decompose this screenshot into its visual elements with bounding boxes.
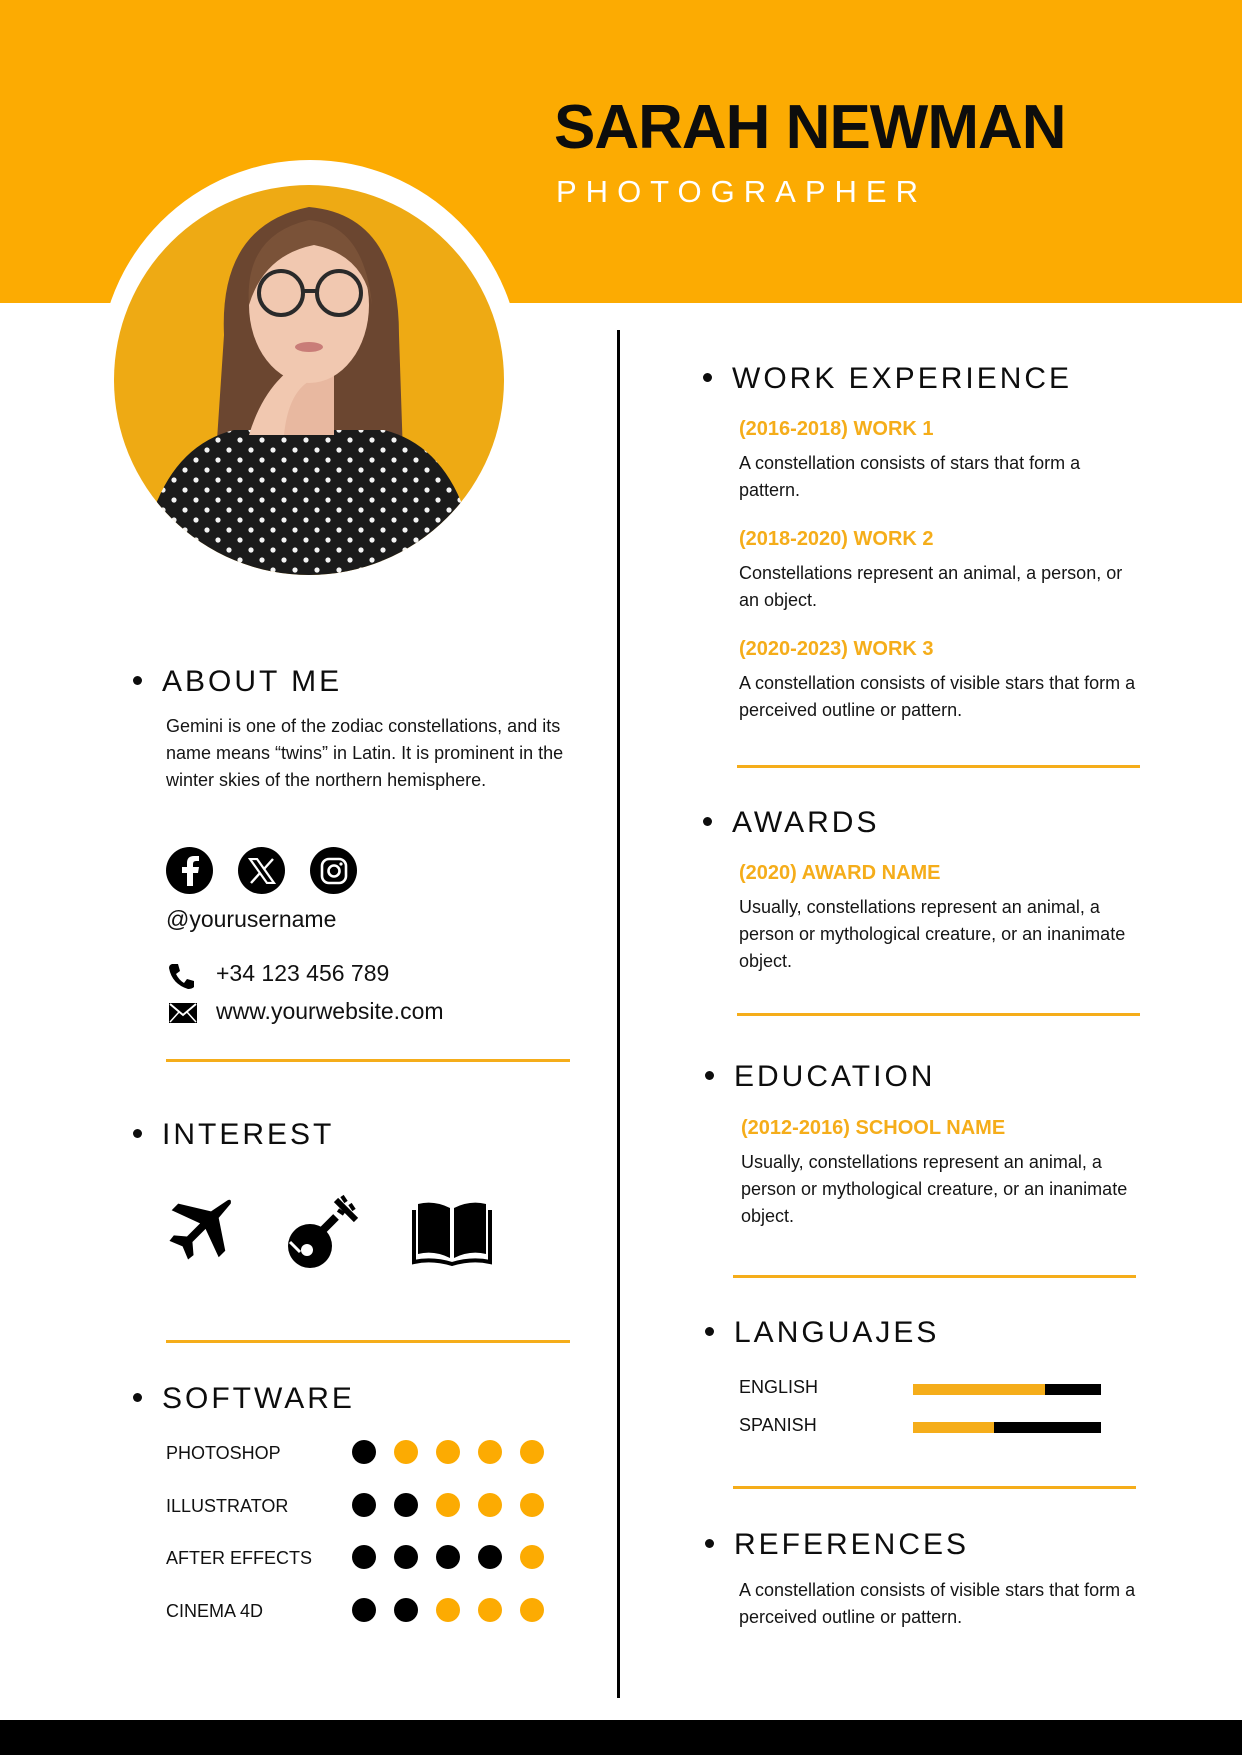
- software-label: AFTER EFFECTS: [166, 1548, 313, 1568]
- bullet-icon: [705, 1539, 714, 1548]
- bullet-icon: [703, 817, 712, 826]
- bullet-icon: [705, 1327, 714, 1336]
- rating-dot: [478, 1598, 502, 1622]
- rating-dot: [436, 1493, 460, 1517]
- rating-dot: [478, 1545, 502, 1569]
- work-heading: WORK EXPERIENCE: [703, 362, 1072, 396]
- rating-dot: [352, 1598, 376, 1622]
- about-heading: ABOUT ME: [133, 665, 342, 699]
- bullet-icon: [705, 1071, 714, 1080]
- work-item-title: (2020-2023) WORK 3: [739, 638, 934, 660]
- rating-dot: [394, 1545, 418, 1569]
- rating-dot: [436, 1440, 460, 1464]
- software-label: ILLUSTRATOR: [166, 1496, 289, 1516]
- language-level-bar: [913, 1384, 1101, 1395]
- software-label: PHOTOSHOP: [166, 1443, 281, 1463]
- column-divider: [617, 330, 620, 1698]
- section-rule: [733, 1275, 1136, 1278]
- rating-dot: [520, 1598, 544, 1622]
- bullet-icon: [133, 1129, 142, 1138]
- award-title: (2020) AWARD NAME: [739, 862, 941, 884]
- software-heading: SOFTWARE: [133, 1382, 355, 1416]
- guitar-icon: [284, 1192, 364, 1277]
- software-rating: [352, 1598, 544, 1622]
- rating-dot: [394, 1493, 418, 1517]
- rating-dot: [352, 1545, 376, 1569]
- work-item-text: A constellation consists of stars that form a pattern.: [739, 453, 1081, 500]
- email-icon: [168, 1002, 198, 1029]
- profile-photo: [114, 185, 504, 575]
- education-heading: EDUCATION: [705, 1060, 935, 1094]
- work-item-text: Constellations represent an animal, a person, or an object.: [739, 563, 1123, 610]
- language-level-bar: [913, 1422, 1101, 1433]
- rating-dot: [352, 1440, 376, 1464]
- phone-icon: [168, 962, 196, 995]
- work-item-title: (2016-2018) WORK 1: [739, 418, 934, 440]
- rating-dot: [520, 1493, 544, 1517]
- references-text: A constellation consists of visible stars that form a perceived outline or pattern.: [739, 1580, 1136, 1627]
- rating-dot: [394, 1598, 418, 1622]
- instagram-icon[interactable]: [310, 847, 357, 894]
- rating-dot: [394, 1440, 418, 1464]
- rating-dot: [436, 1545, 460, 1569]
- software-rating: [352, 1545, 544, 1569]
- rating-dot: [436, 1598, 460, 1622]
- award-text: Usually, constellations represent an animal, a person or mythological creature, or an inanimate object.: [739, 897, 1126, 971]
- rating-dot: [478, 1493, 502, 1517]
- software-rating: [352, 1440, 544, 1464]
- rating-dot: [520, 1545, 544, 1569]
- bullet-icon: [133, 1393, 142, 1402]
- languages-heading: LANGUAJES: [705, 1316, 939, 1350]
- software-label: CINEMA 4D: [166, 1601, 264, 1621]
- rating-dot: [478, 1440, 502, 1464]
- awards-heading: AWARDS: [703, 806, 879, 840]
- about-text: Gemini is one of the zodiac constellations, and its name means “twins” in Latin. It is prominent in the winter skies of the northern hemisphere.: [166, 716, 564, 790]
- section-rule: [737, 1013, 1140, 1016]
- book-icon: [412, 1200, 492, 1271]
- job-title: PHOTOGRAPHER: [556, 174, 927, 209]
- language-label: SPANISH: [739, 1415, 817, 1435]
- section-rule: [166, 1059, 570, 1062]
- education-title: (2012-2016) SCHOOL NAME: [741, 1117, 1006, 1139]
- work-item-text: A constellation consists of visible stars that form a perceived outline or pattern.: [739, 673, 1136, 720]
- rating-dot: [520, 1440, 544, 1464]
- section-rule: [737, 765, 1140, 768]
- airplane-icon: [164, 1196, 234, 1271]
- education-text: Usually, constellations represent an animal, a person or mythological creature, or an inanimate object.: [741, 1152, 1128, 1226]
- software-rating: [352, 1493, 544, 1517]
- section-rule: [733, 1486, 1136, 1489]
- language-level-fill: [913, 1422, 994, 1433]
- social-username[interactable]: @yourusername: [166, 906, 337, 932]
- references-heading: REFERENCES: [705, 1528, 969, 1562]
- interest-heading: INTEREST: [133, 1118, 334, 1152]
- rating-dot: [352, 1493, 376, 1517]
- section-rule: [166, 1340, 570, 1343]
- x-icon[interactable]: [238, 847, 285, 894]
- bullet-icon: [703, 373, 712, 382]
- work-item-title: (2018-2020) WORK 2: [739, 528, 934, 550]
- language-label: ENGLISH: [739, 1377, 819, 1397]
- phone-number[interactable]: +34 123 456 789: [216, 960, 390, 986]
- footer-band: [0, 1720, 1242, 1755]
- bullet-icon: [133, 676, 142, 685]
- facebook-icon[interactable]: [166, 847, 213, 894]
- person-name: SARAH NEWMAN: [554, 93, 1066, 162]
- website-link[interactable]: www.yourwebsite.com: [216, 998, 444, 1024]
- language-level-fill: [913, 1384, 1045, 1395]
